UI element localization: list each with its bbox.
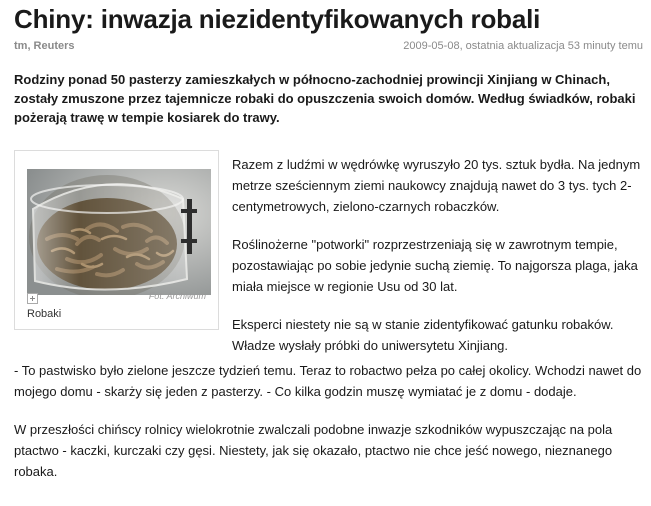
paragraph: - To pastwisko było zielone jeszcze tydzień temu. Teraz to robactwo pełza po całej okolicy. Wchodzi nawet do mojego domu - skarży się jeden z pasterzy. - Co kilka godzin muszę wymiatać je z domu - dodaje. xyxy=(14,363,642,399)
zoom-plus-icon[interactable] xyxy=(27,293,38,304)
article-side-text xyxy=(232,154,642,373)
paragraph: Razem z ludźmi w wędrówkę wyruszyło 20 tys. sztuk bydła. Na jednym metrze sześciennym ziemi naukowcy znajdują nawet do 3 tys. tych 2-centymetrowych, zielono-czarnych robaczków. xyxy=(232,157,641,214)
article-date: 2009-05-08, ostatnia aktualizacja 53 minuty temu xyxy=(403,40,643,52)
article-source: tm, Reuters xyxy=(14,40,75,52)
article-lead: Rodziny ponad 50 pasterzy zamieszkałych w północno-zachodniej prowincji Xinjiang w Chinach, zostały zmuszone przez tajemnicze robaki do opuszczenia swoich domów. Według świadków, robaki pożerają trawę w tempie kosiarek do trawy. xyxy=(14,72,636,125)
image-caption: Robaki xyxy=(27,308,62,320)
image-credit: Fot. Archiwum xyxy=(148,291,206,301)
paragraph: W przeszłości chińscy rolnicy wielokrotnie zwalczali podobne inwazje szkodników wypuszczając na pola ptactwo - kaczki, kurczaki czy gęsi. Niestety, jak się okazało, ptactwo nie chce jeść nowego, nieznanego robaka. xyxy=(14,422,613,479)
paragraph: Roślinożerne "potworki" rozprzestrzeniają się w zawrotnym tempie, pozostawiając po sobie jedynie suchą ziemię. To najgorsza plaga, jaka miała miejsce w regionie Usu od 30 lat. xyxy=(232,237,638,294)
article-image-box xyxy=(14,150,219,330)
article-body-text xyxy=(14,360,644,499)
paragraph: Eksperci niestety nie są w stanie zidentyfikować gatunku robaków. Władze wysłały próbki do uniwersytetu Xinjiang. xyxy=(232,317,614,353)
worms-jar-illustration xyxy=(27,169,211,295)
article-title: Chiny: inwazja niezidentyfikowanych robali xyxy=(14,4,541,34)
worms-photo[interactable] xyxy=(27,169,211,295)
